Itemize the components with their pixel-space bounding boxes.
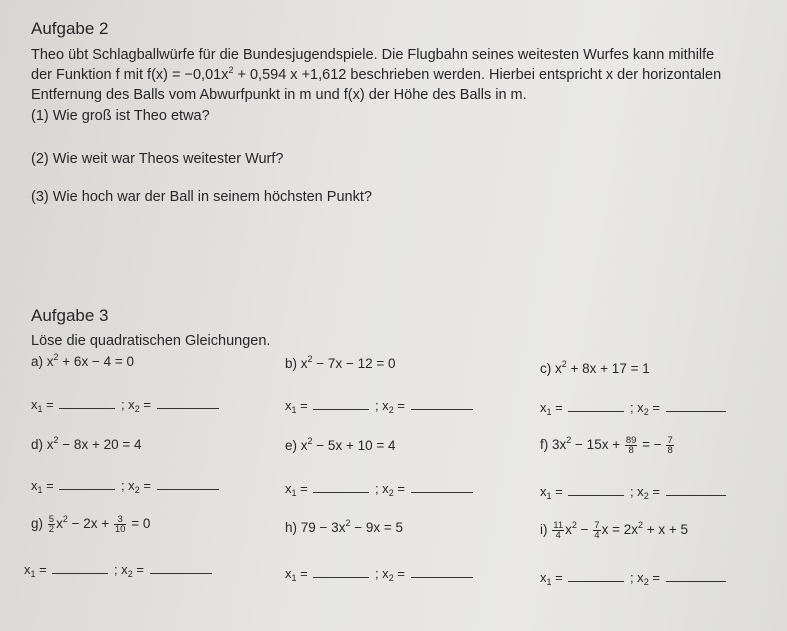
equation-expression: $\frac{5}{2}$ $x^2 - 2x$ + $\frac{3}{10}$ = 0 (48, 514, 151, 535)
equation-label: e) (285, 438, 298, 453)
x1-answer-blank[interactable] (313, 491, 369, 493)
x2-answer-blank[interactable] (411, 408, 473, 410)
x1-answer-blank[interactable] (568, 580, 624, 582)
solution-i: $x_1$ = ; $x_2$ = (540, 570, 728, 585)
equation-expression: $x^2 + 6x - 4 = 0$ (46, 352, 134, 369)
equation-expression: $3x^2 - 15x$ + $\frac{89}{8}$ = − $\frac{7}{8}$ (552, 435, 673, 456)
function-expression-render: $f(x) = -0,01x^2 + 0,594$ x +1,612 (147, 65, 347, 83)
equation-label: i) (540, 522, 548, 538)
aufgabe2-title: Aufgabe 2 (31, 19, 109, 38)
equation-expression: $x^2 - 7x - 12 = 0$ (300, 354, 396, 371)
equation-label: c) (540, 361, 552, 376)
question-1: (1) Wie groß ist Theo etwa? (31, 108, 210, 124)
solution-g: $x_1$ = ; $x_2$ = (24, 562, 214, 577)
solution-f: $x_1$ = ; $x_2$ = (540, 484, 728, 499)
equation-e (285, 438, 396, 453)
equation-label: a) (31, 354, 44, 369)
solution-a: $x_1$ = ; $x_2$ = (31, 397, 221, 412)
question-2: (2) Wie weit war Theos weitester Wurf? (31, 151, 284, 167)
equation-g (31, 515, 150, 534)
equation-label: g) (31, 516, 44, 532)
aufgabe3-instruction: Löse die quadratischen Gleichungen. (31, 333, 271, 349)
x2-answer-blank[interactable] (666, 580, 726, 582)
equation-label: d) (31, 437, 44, 452)
x1-answer-blank[interactable] (568, 410, 624, 412)
x1-answer-blank[interactable] (52, 572, 108, 574)
x2-answer-blank[interactable] (411, 576, 473, 578)
x2-answer-blank[interactable] (411, 491, 473, 493)
x1-answer-blank[interactable] (59, 407, 115, 409)
aufgabe3-title: Aufgabe 3 (31, 306, 109, 325)
equation-h (285, 520, 403, 535)
equation-f (540, 436, 675, 455)
solution-d: $x_1$ = ; $x_2$ = (31, 478, 221, 493)
x2-answer-blank[interactable] (666, 494, 726, 496)
equation-i (540, 521, 688, 540)
x2-answer-blank[interactable] (666, 410, 726, 412)
solution-h: $x_1$ = ; $x_2$ = (285, 566, 475, 581)
equation-label: f) (540, 437, 549, 453)
x1-answer-blank[interactable] (313, 576, 369, 578)
intro-line2-suffix: beschrieben werden. Hierbei entspricht x der horizontalen (350, 67, 722, 83)
equation-d (31, 437, 142, 452)
aufgabe2-intro-line3: Entfernung des Balls vom Abwurfpunkt in m und f(x) der Höhe des Balls in m. (31, 87, 527, 103)
x2-answer-blank[interactable] (150, 572, 212, 574)
equation-expression: $x^2 - 5x + 10 = 4$ (300, 436, 396, 453)
aufgabe2-intro-line2 (31, 67, 721, 84)
x1-answer-blank[interactable] (59, 488, 115, 490)
solution-b: $x_1$ = ; $x_2$ = (285, 398, 475, 413)
equation-a (31, 354, 134, 369)
equation-expression: $x^2 + 8x + 17 = 1$ (555, 359, 650, 376)
equation-label: h) (285, 520, 298, 535)
aufgabe2-intro-line1: Theo übt Schlagballwürfe für die Bundesjugendspiele. Die Flugbahn seines weitesten Wurfes kann mithilfe (31, 47, 715, 63)
solution-c: $x_1$ = ; $x_2$ = (540, 400, 728, 415)
equation-c (540, 361, 650, 376)
solution-e: $x_1$ = ; $x_2$ = (285, 481, 475, 496)
x1-answer-blank[interactable] (313, 408, 369, 410)
equation-label: b) (285, 356, 298, 371)
equation-b (285, 356, 396, 371)
equation-expression: $\frac{11}{4}$ $x^2$ − $\frac{7}{4}$ $x = 2x^2 + x + 5$ (553, 520, 689, 541)
equation-expression: $79 - 3x^2 - 9x = 5$ (300, 518, 404, 535)
x2-answer-blank[interactable] (157, 488, 219, 490)
question-3: (3) Wie hoch war der Ball in seinem höchsten Punkt? (31, 189, 372, 205)
x1-answer-blank[interactable] (568, 494, 624, 496)
intro-line2-prefix: der Funktion f mit (31, 67, 144, 83)
equation-expression: $x^2 - 8x + 20 = 4$ (46, 435, 142, 452)
x2-answer-blank[interactable] (157, 407, 219, 409)
